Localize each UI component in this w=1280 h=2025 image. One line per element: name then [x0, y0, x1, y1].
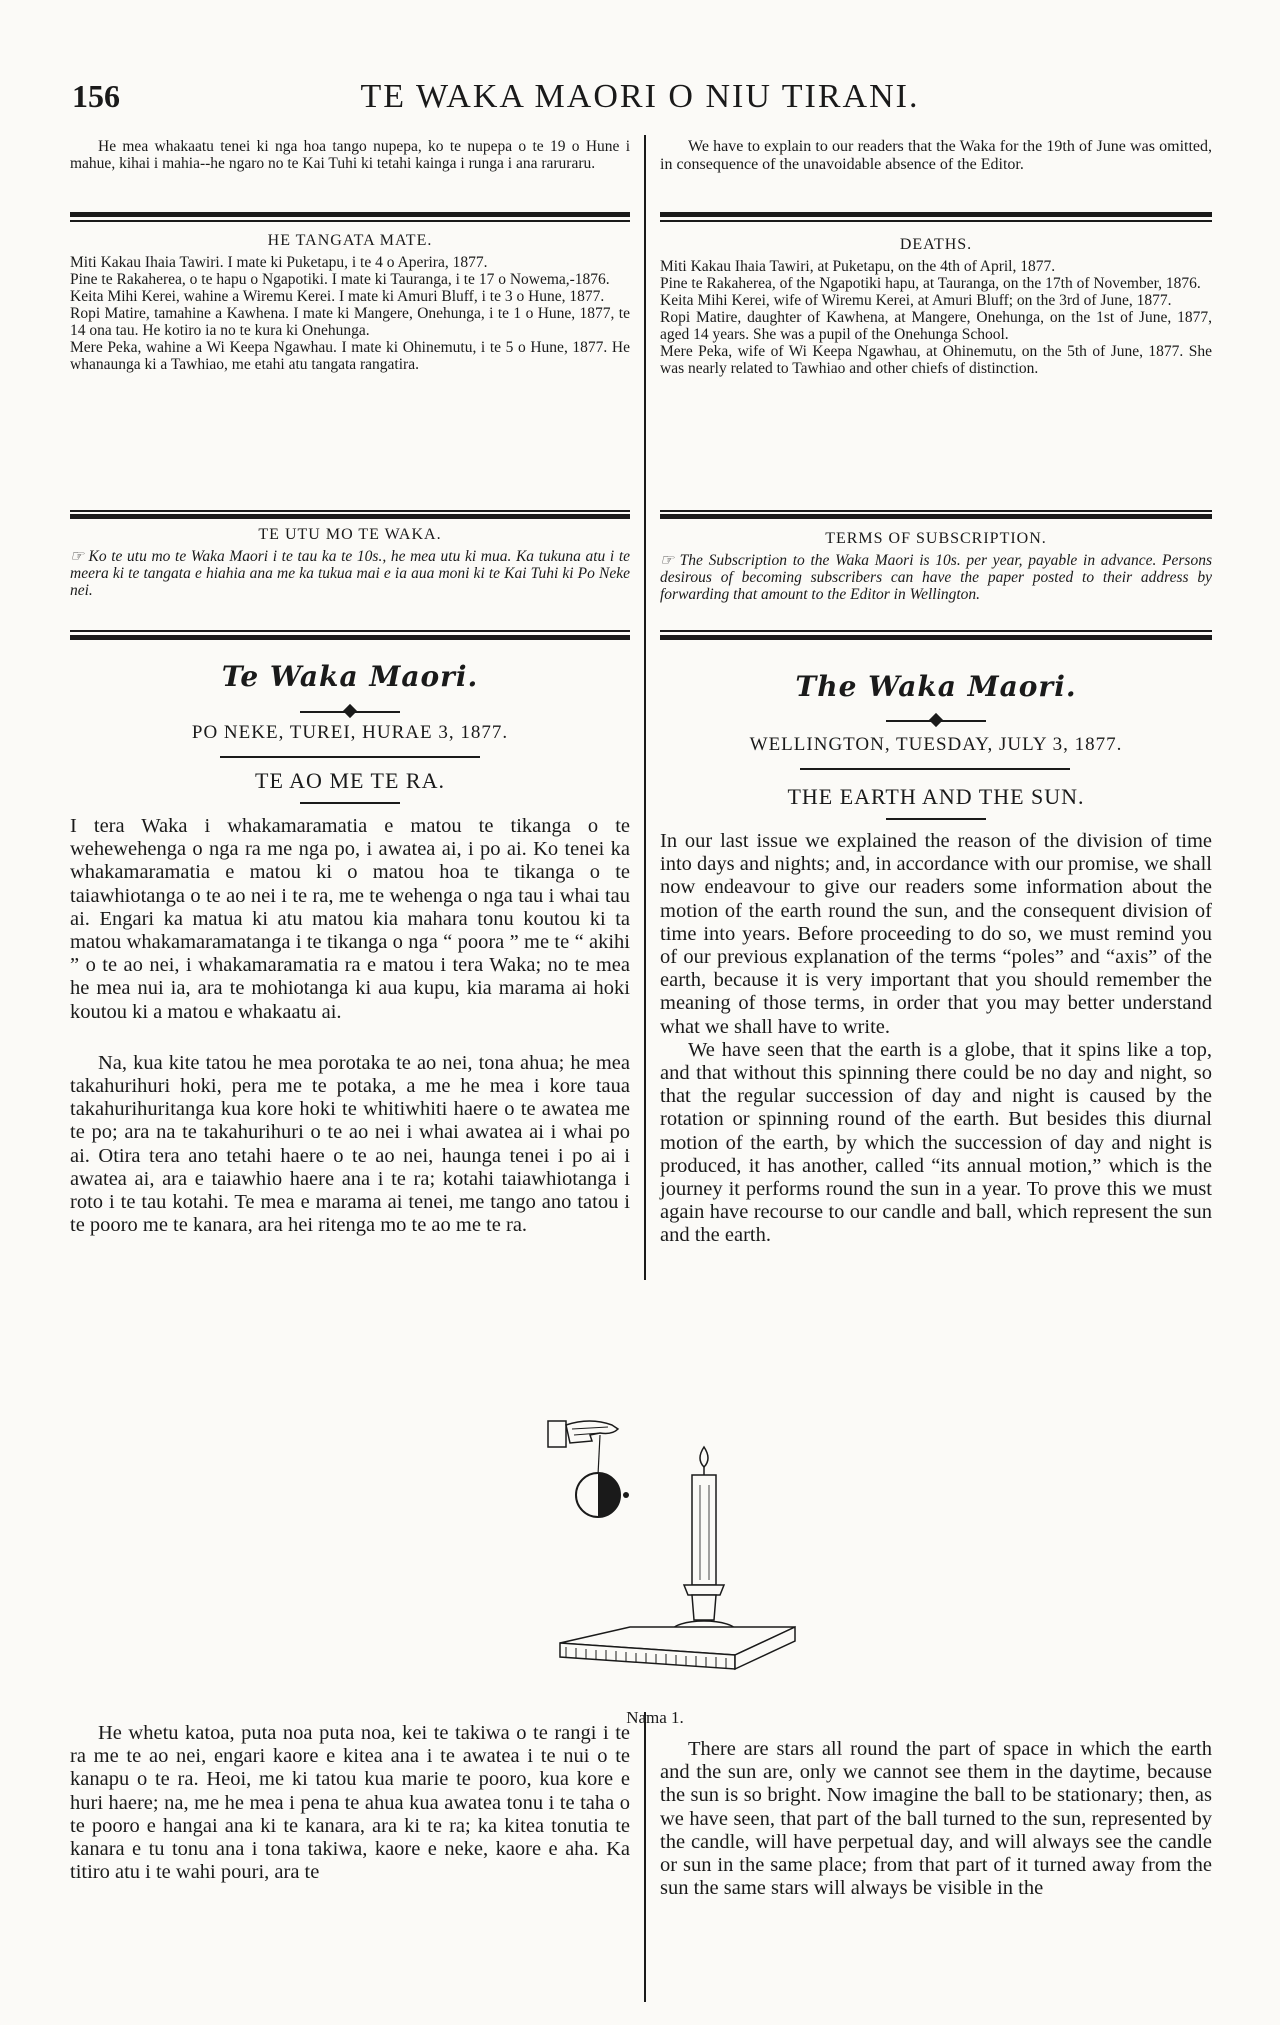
right-paragraph-1: In our last issue we explained the reason of the division of time into days and nights; and, in accordance with our promise, we shall now endeavour to give our readers some information about the motion of the earth round the sun, and the consequent division of time into years. Before proceeding to do so, we must remind you of our previous explanation of the terms “poles” and “axis” of the earth, because it is very important that you should remember the meaning of those terms, in order that you may better understand what we shall have to write. — [660, 830, 1212, 1038]
pointing-hand-icon: ☞ — [70, 548, 84, 565]
table-slab — [560, 1627, 795, 1669]
right-article-body — [660, 830, 1212, 1248]
rule — [886, 818, 986, 820]
right-paper-title: The Waka Maori. — [795, 670, 1077, 703]
right-article-title-wrap — [660, 784, 1212, 810]
right-dateline: WELLINGTON, TUESDAY, JULY 3, 1877. — [749, 734, 1123, 755]
rule — [70, 510, 630, 512]
rule — [70, 212, 630, 217]
right-article — [660, 670, 1212, 703]
left-subscription — [70, 526, 630, 599]
rule — [660, 630, 1212, 632]
left-paragraph-2: Na, kua kite tatou he mea porotaka te ao nei, tona ahua; he mea takahurihuri hoki, pera me te potaka, a me he mea i kore taua takahurihuritanga kua kore hoki te whitiwhiti haere o te awatea me te po; ara na te takahurihuri o te ao nei i whai awatea ai i whai po ai. Otira tera ano tetahi haere o te ao nei, haunga tenei i po ai i awatea ai, ara e taiawhio haere ana i te ra; kotahi taiawhiotanga i roto i te tau kotahi. Te mea e marama ai tenei, me tango ano tatou i te pooro me te kanara, ara hei ritenga mo te ao me te ra. — [70, 1051, 630, 1237]
right-lower-body — [660, 1738, 1212, 1900]
right-sub-heading: TERMS OF SUBSCRIPTION. — [825, 530, 1047, 547]
right-subscription — [660, 530, 1212, 603]
death-entry: Mere Peka, wahine a Wi Keepa Ngawhau. I mate ki Ohinemutu, i te 5 o Hune, 1877. He whanaunga ki a Tawhiao, me etahi atu tangata rangatira. — [70, 339, 630, 373]
ball-earth — [576, 1473, 629, 1517]
left-sub-text: Ko te utu mo te Waka Maori i te tau ka te 10s., he mea utu ki mua. Ka tukuna atu i te meera ki te tangata e hiahia ana me ka tukua mai e ia aua moni ki te Kai Tuhi ki Po Neke nei. — [70, 548, 631, 599]
figure-caption: Nama 1. — [626, 1708, 684, 1727]
rule — [660, 220, 1212, 222]
right-column-top — [660, 138, 1212, 174]
candle-and-ball-figure — [520, 1395, 810, 1695]
left-paragraph-1: I tera Waka i whakamaramatia e matou te tikanga o te wehewehenga o nga ra me nga po, i awatea ai, i po ai. Ko tenei ka whakamaramatia e matou ki o matou hoa te tikanga o te taiawhiotanga o te ao nei i te ra, me te wehenga o nga tau i whai tau ai. Engari ka matua ki atu matou kia mahara tonu koutou ki ta matou whakamaramatanga i te tikanga o nga “ poora ” me te “ akihi ” o te ao nei, i whakamaramatia ra e matou i tera Waka; no te mea he mea nui ia, ara te mohiotanga ki aua kupu, kia marama ai hoki koutou ki a matou e whakaatu ai. — [70, 815, 630, 1023]
rule — [660, 212, 1212, 217]
death-entry: Miti Kakau Ihaia Tawiri. I mate ki Puketapu, i te 4 o Aperira, 1877. — [70, 254, 488, 271]
left-paragraph-3: He whetu katoa, puta noa puta noa, kei te takiwa o te rangi i te ra me te ao nei, engari kaore e kitea ana i te awatea i te nui o te kanapu o te ra. Heoi, me ki tatou kua marie te pooro, kua kore e huri haere; na, me he mea i pena te ahua kua awatea tonu i te taha o te pooro e hangai ana ki te kanara, ara ki te ra; ka kitea tonutia te kanara e tu tonu ana i tona takiwa, kaore e neke, kaore e aha. Ka titiro atu i te wahi pouri, ara te — [70, 1722, 630, 1884]
right-deaths — [660, 236, 1212, 377]
left-dateline-wrap — [70, 722, 630, 744]
rule — [70, 220, 630, 222]
candle-sun — [672, 1447, 736, 1641]
rule — [300, 802, 400, 804]
rule — [660, 510, 1212, 512]
death-entry: Pine te Rakaherea, o te hapu o Ngapotiki. I mate ki Tauranga, i te 17 o Nowema,-1876. — [70, 271, 610, 288]
left-lower-body — [70, 1722, 630, 1884]
right-paragraph-3: There are stars all round the part of space in which the earth and the sun are, only we cannot see them in the daytime, because the sun is so bright. Now imagine the ball to be stationary; then, as we have seen, that part of the ball turned to the sun, represented by the candle, will have perpetual day, and will always see the candle or sun in the same place; from that part of it turned away from the sun the same stars will always be visible in the — [660, 1738, 1212, 1900]
page-number: 156 — [72, 78, 120, 114]
column-divider — [644, 135, 646, 1280]
right-deaths-heading: DEATHS. — [899, 236, 973, 253]
masthead-title: TE WAKA MAORI O NIU TIRANI. — [360, 78, 920, 115]
string — [598, 1435, 600, 1475]
death-entry: Miti Kakau Ihaia Tawiri, at Puketapu, on the 4th of April, 1877. — [660, 258, 1056, 275]
left-article-title: TE AO ME TE RA. — [255, 768, 445, 793]
pointing-hand-icon: ☞ — [660, 552, 674, 569]
right-dateline-wrap — [660, 734, 1212, 756]
rule — [660, 635, 1212, 640]
death-entry: Mere Peka, wife of Wi Keepa Ngawhau, at Ohinemutu, on the 5th of June, 1877. She was nearly related to Tawhiao and other chiefs of distinction. — [660, 343, 1212, 377]
left-deaths — [70, 232, 630, 373]
death-entry: Keita Mihi Kerei, wife of Wiremu Kerei, at Amuri Bluff; on the 3rd of June, 1877. — [660, 292, 1172, 309]
hand-icon — [548, 1421, 618, 1447]
right-sub-text: The Subscription to the Waka Maori is 10s. per year, payable in advance. Persons desirous of becoming subscribers can have the paper posted to their address by forwarding that amount to the Editor in Wellington. — [660, 552, 1212, 603]
rule — [220, 756, 480, 758]
right-article-title: THE EARTH AND THE SUN. — [787, 784, 1085, 809]
left-dateline: PO NEKE, TUREI, HURAE 3, 1877. — [191, 722, 509, 743]
left-notice: He mea whakaatu tenei ki nga hoa tango nupepa, ko te nupepa o te 19 o Hune i mahue, kihai i mahia--he ngaro no te Kai Tuhi ki tetahi kainga i runga i ana raruraru. — [70, 138, 630, 172]
left-deaths-heading: HE TANGATA MATE. — [267, 232, 433, 249]
left-article-title-wrap — [70, 768, 630, 794]
ornament — [886, 720, 986, 722]
left-article — [70, 660, 630, 693]
left-column-top — [70, 138, 630, 172]
death-entry: Ropi Matire, tamahine a Kawhena. I mate ki Mangere, Onehunga, i te 1 o Hune, 1877, te 14 ona tau. He kotiro ia no te kura ki Onehunga. — [70, 305, 630, 339]
right-notice: We have to explain to our readers that the Waka for the 19th of June was omitted, in consequence of the unavoidable absence of the Editor. — [660, 138, 1212, 173]
death-entry: Keita Mihi Kerei, wahine a Wiremu Kerei. I mate ki Amuri Bluff, i te 3 o Hune, 1877. — [70, 288, 605, 305]
ornament — [300, 711, 400, 713]
left-paper-title: Te Waka Maori. — [221, 660, 479, 693]
rule — [70, 635, 630, 640]
left-sub-heading: TE UTU MO TE WAKA. — [258, 526, 442, 543]
death-entry: Ropi Matire, daughter of Kawhena, at Mangere, Onehunga, on the 1st of June, 1877, aged 14 years. She was a pupil of the Onehunga School. — [660, 309, 1212, 343]
right-paragraph-2: We have seen that the earth is a globe, that it spins like a top, and that without this spinning there could be no day and night, so that the regular succession of day and night is caused by the rotation or spinning round of the earth. But besides this diurnal motion of the earth, by which the succession of day and night is produced, it has another, called “its annual motion,” which is the journey it performs round the sun in a year. To prove this we must again have recourse to our candle and ball, which represent the sun and the earth. — [660, 1038, 1212, 1247]
rule — [70, 630, 630, 632]
rule — [660, 514, 1212, 519]
rule — [70, 514, 630, 519]
left-article-body — [70, 815, 630, 1237]
rule — [800, 768, 1070, 770]
death-entry: Pine te Rakaherea, of the Ngapotiki hapu, at Tauranga, on the 17th of November, 1876. — [660, 275, 1201, 292]
column-divider-lower — [644, 1712, 646, 2002]
